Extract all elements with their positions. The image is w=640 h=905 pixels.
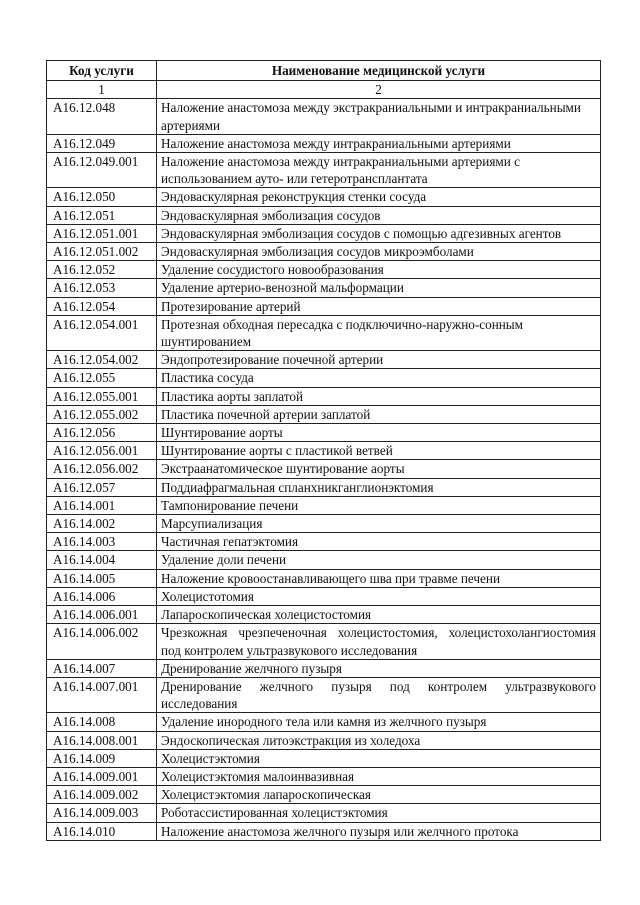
service-code: A16.14.007.001 <box>47 677 157 712</box>
table-row <box>47 478 601 496</box>
table-row <box>47 713 601 731</box>
service-code: A16.14.009.003 <box>47 804 157 822</box>
service-name: Марсупиализация <box>157 515 601 533</box>
header-row <box>47 61 601 81</box>
service-name: Наложение анастомоза между экстракраниальными и интракраниальными артериями <box>157 99 601 134</box>
service-name: Чрезкожная чрезпеченочная холецистостомия, холецистохолангиостомия под контролем ультразвукового исследования <box>157 624 601 659</box>
service-name: Холецистэктомия <box>157 749 601 767</box>
service-code: A16.14.007 <box>47 659 157 677</box>
service-code: A16.14.003 <box>47 533 157 551</box>
service-code: A16.12.052 <box>47 261 157 279</box>
column-number-2: 2 <box>157 81 601 99</box>
table-row <box>47 677 601 712</box>
service-code: A16.12.055 <box>47 369 157 387</box>
service-name: Холецистэктомия малоинвазивная <box>157 767 601 785</box>
service-name: Шунтирование аорты <box>157 424 601 442</box>
service-name: Поддиафрагмальная спланхникганглионэктомия <box>157 478 601 496</box>
table-row <box>47 659 601 677</box>
service-name: Удаление артерио-венозной мальформации <box>157 279 601 297</box>
table-row <box>47 188 601 206</box>
service-name: Экстраанатомическое шунтирование аорты <box>157 460 601 478</box>
service-name: Эндоваскулярная эмболизация сосудов с помощью адгезивных агентов <box>157 224 601 242</box>
service-code: A16.12.050 <box>47 188 157 206</box>
table-row <box>47 153 601 188</box>
table-row <box>47 533 601 551</box>
service-name: Эндопротезирование почечной артерии <box>157 351 601 369</box>
table-body <box>47 99 601 840</box>
table-row <box>47 243 601 261</box>
service-name: Удаление доли печени <box>157 551 601 569</box>
table-row <box>47 731 601 749</box>
service-code: A16.12.051.002 <box>47 243 157 261</box>
service-code: A16.12.051 <box>47 206 157 224</box>
medical-services-table <box>46 60 601 841</box>
table-row <box>47 279 601 297</box>
service-name: Эндоваскулярная эмболизация сосудов микроэмболами <box>157 243 601 261</box>
service-code: A16.12.049.001 <box>47 153 157 188</box>
service-name: Частичная гепатэктомия <box>157 533 601 551</box>
header-code: Код услуги <box>47 61 157 81</box>
service-code: A16.14.006.002 <box>47 624 157 659</box>
table-row <box>47 515 601 533</box>
service-code: A16.12.054 <box>47 297 157 315</box>
table-row <box>47 206 601 224</box>
service-code: A16.14.004 <box>47 551 157 569</box>
service-name: Тампонирование печени <box>157 496 601 514</box>
service-name: Пластика аорты заплатой <box>157 387 601 405</box>
service-code: A16.12.054.001 <box>47 315 157 350</box>
service-code: A16.14.001 <box>47 496 157 514</box>
service-code: A16.12.054.002 <box>47 351 157 369</box>
column-number-1: 1 <box>47 81 157 99</box>
table-row <box>47 387 601 405</box>
table-row <box>47 786 601 804</box>
service-name: Дренирование желчного пузыря под контролем ультразвукового исследования <box>157 677 601 712</box>
service-code: A16.14.008.001 <box>47 731 157 749</box>
service-name: Протезирование артерий <box>157 297 601 315</box>
service-name: Наложение анастомоза между интракраниальными артериями <box>157 134 601 152</box>
service-name: Наложение кровоостанавливающего шва при травме печени <box>157 569 601 587</box>
table-row <box>47 822 601 840</box>
service-name: Удаление инородного тела или камня из желчного пузыря <box>157 713 601 731</box>
table-row <box>47 315 601 350</box>
service-name: Шунтирование аорты с пластикой ветвей <box>157 442 601 460</box>
service-code: A16.14.009 <box>47 749 157 767</box>
service-name: Лапароскопическая холецистостомия <box>157 606 601 624</box>
service-code: A16.12.056 <box>47 424 157 442</box>
service-code: A16.14.005 <box>47 569 157 587</box>
table-row <box>47 606 601 624</box>
service-name: Эндоскопическая литоэкстракция из холедоха <box>157 731 601 749</box>
service-name: Холецистэктомия лапароскопическая <box>157 786 601 804</box>
table-row <box>47 261 601 279</box>
service-name: Пластика почечной артерии заплатой <box>157 405 601 423</box>
service-code: A16.14.009.002 <box>47 786 157 804</box>
service-code: A16.12.053 <box>47 279 157 297</box>
table-row <box>47 351 601 369</box>
table-row <box>47 551 601 569</box>
service-name: Дренирование желчного пузыря <box>157 659 601 677</box>
header-name: Наименование медицинской услуги <box>157 61 601 81</box>
table-row <box>47 804 601 822</box>
service-code: A16.14.010 <box>47 822 157 840</box>
table-row <box>47 749 601 767</box>
table-row <box>47 587 601 605</box>
service-code: A16.14.006 <box>47 587 157 605</box>
table-row <box>47 767 601 785</box>
service-name: Эндоваскулярная реконструкция стенки сосуда <box>157 188 601 206</box>
service-code: A16.12.048 <box>47 99 157 134</box>
table-row <box>47 99 601 134</box>
service-name: Наложение анастомоза между интракраниальными артериями с использованием ауто- или гетеротрансплантата <box>157 153 601 188</box>
service-code: A16.12.056.002 <box>47 460 157 478</box>
table-row <box>47 569 601 587</box>
service-code: A16.12.057 <box>47 478 157 496</box>
table-row <box>47 224 601 242</box>
service-name: Пластика сосуда <box>157 369 601 387</box>
service-code: A16.14.009.001 <box>47 767 157 785</box>
table-row <box>47 297 601 315</box>
service-name: Роботассистированная холецистэктомия <box>157 804 601 822</box>
service-code: A16.12.055.002 <box>47 405 157 423</box>
service-code: A16.12.055.001 <box>47 387 157 405</box>
service-name: Наложение анастомоза желчного пузыря или желчного протока <box>157 822 601 840</box>
table-row <box>47 424 601 442</box>
service-code: A16.14.008 <box>47 713 157 731</box>
table-row <box>47 624 601 659</box>
service-name: Удаление сосудистого новообразования <box>157 261 601 279</box>
table-row <box>47 369 601 387</box>
service-name: Протезная обходная пересадка с подключично-наружно-сонным шунтированием <box>157 315 601 350</box>
service-code: A16.12.056.001 <box>47 442 157 460</box>
column-number-row <box>47 81 601 99</box>
table-row <box>47 496 601 514</box>
table-row <box>47 442 601 460</box>
service-code: A16.14.002 <box>47 515 157 533</box>
service-code: A16.12.049 <box>47 134 157 152</box>
service-code: A16.12.051.001 <box>47 224 157 242</box>
service-code: A16.14.006.001 <box>47 606 157 624</box>
table-row <box>47 460 601 478</box>
service-name: Эндоваскулярная эмболизация сосудов <box>157 206 601 224</box>
table-row <box>47 134 601 152</box>
service-name: Холецистотомия <box>157 587 601 605</box>
table-row <box>47 405 601 423</box>
